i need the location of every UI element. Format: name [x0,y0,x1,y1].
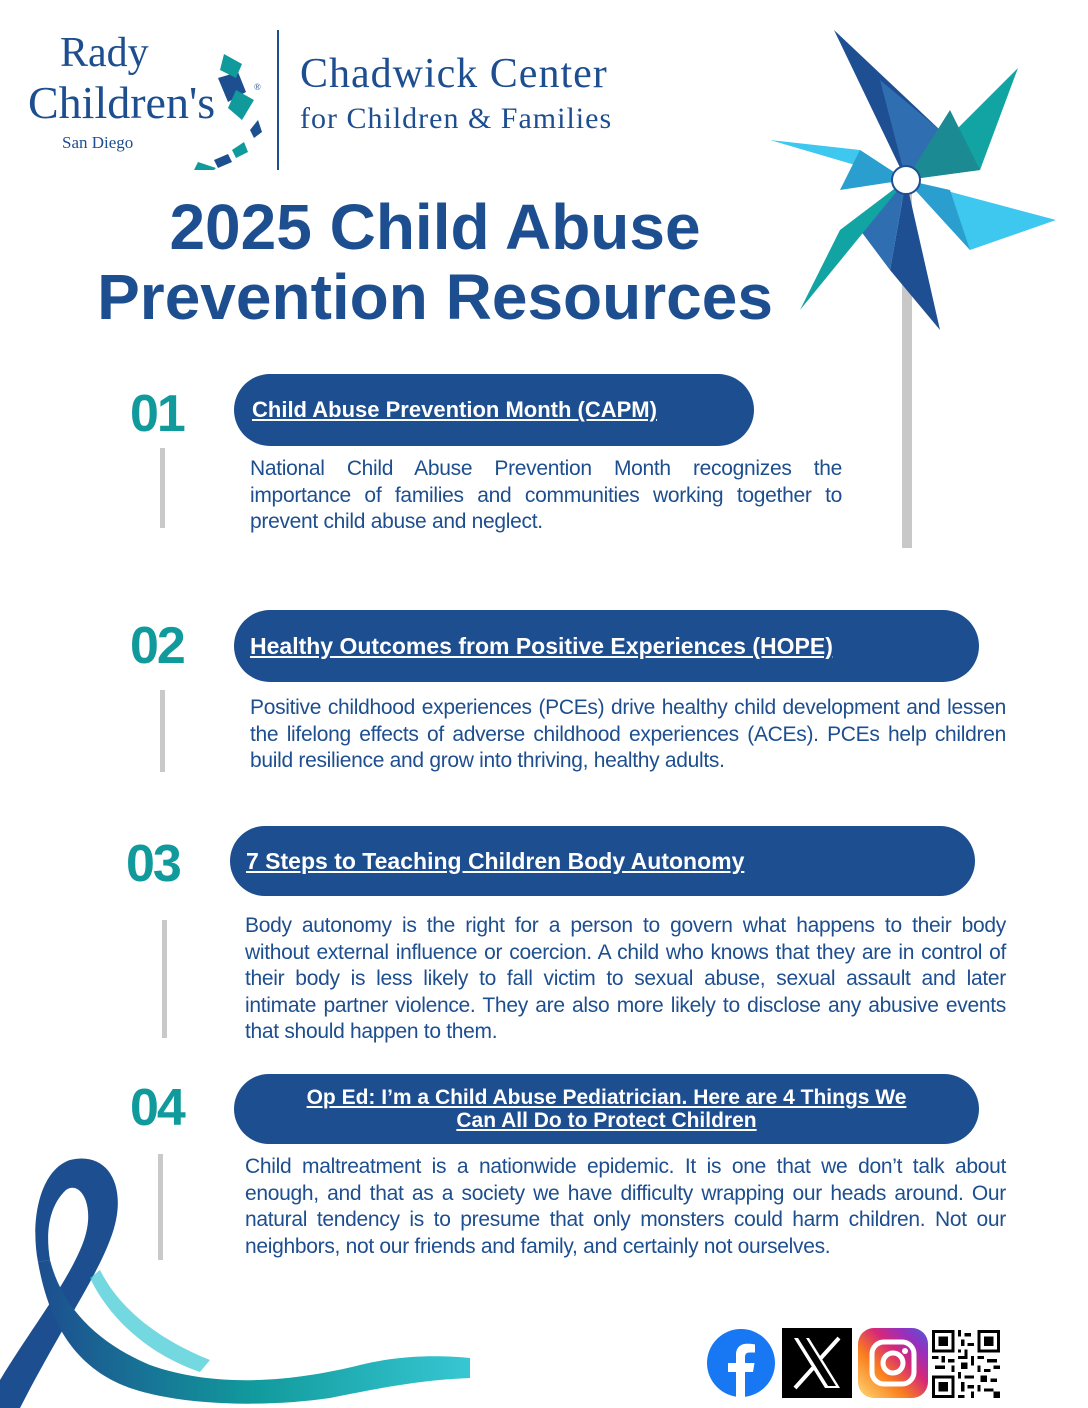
logo-divider [277,30,279,170]
x-icon[interactable] [782,1328,852,1398]
capm-link-label: Child Abuse Prevention Month (CAPM) [252,397,657,422]
section-divider-3 [162,920,167,1038]
hope-link-button[interactable] [234,610,979,682]
rady-logo-word-rady: Rady [60,30,149,76]
page-title-line2: Prevention Resources [97,261,773,333]
registered-mark: ® [254,82,261,92]
page-title [60,192,810,332]
section-number-2: 02 [130,617,184,675]
section-divider-1 [160,448,165,528]
op-ed-link-button[interactable] [234,1074,979,1144]
op-ed-link-line1: Op Ed: I’m a Child Abuse Pediatrician. Here are 4 Things We [306,1086,907,1109]
chadwick-center-subtitle: for Children & Families [300,102,613,135]
body-autonomy-link-button[interactable] [230,826,975,896]
birds-icon [158,50,268,170]
rady-logo-location: San Diego [62,133,134,152]
op-ed-link-label [307,1086,907,1132]
section-divider-2 [160,690,165,772]
section-description-1: National Child Abuse Prevention Month recognizes the importance of families and communities working together to prevent child abuse and neglect. [250,457,842,533]
chadwick-center-name: Chadwick Center [300,51,608,97]
section-number-1: 01 [130,385,184,443]
awareness-ribbon-icon [0,1150,470,1408]
page-title-line1: 2025 Child Abuse [169,191,701,263]
qr-code-icon[interactable] [932,1330,1000,1398]
instagram-icon[interactable] [858,1328,928,1398]
section-description-3: Body autonomy is the right for a person to govern what happens to their body without external influence or coercion. A child who knows that they are in control of their body is less likely to fall victim to sexual abuse, sexual assault and later intimate partner violence. They are also more likely to disclose any abusive events that should happen to them. [245,914,1006,1043]
op-ed-link-line2: Can All Do to Protect Children [456,1109,757,1132]
rady-logo-word-childrens: Children's [28,77,216,128]
rady-childrens-logo [28,30,268,170]
hope-link-label: Healthy Outcomes from Positive Experiences (HOPE) [250,632,833,659]
facebook-icon[interactable] [706,1328,776,1398]
section-number-3: 03 [126,835,180,893]
section-description-2: Positive childhood experiences (PCEs) drive healthy child development and lessen the lifelong effects of adverse childhood experiences (ACEs). PCEs help children build resilience and grow into thriving, healthy adults. [250,696,1006,772]
capm-link-button[interactable] [234,374,754,446]
section-number-4: 04 [130,1079,184,1137]
body-autonomy-link-label: 7 Steps to Teaching Children Body Autonomy [246,847,745,874]
section-description-4: Child maltreatment is a nationwide epidemic. It is one that we don’t talk about enough, and that as a society we have difficulty wrapping our heads around. Our natural tendency is to presume that only monsters could harm children. Not our neighbors, not our friends and family, and certainly not ourselves. [245,1155,1006,1258]
